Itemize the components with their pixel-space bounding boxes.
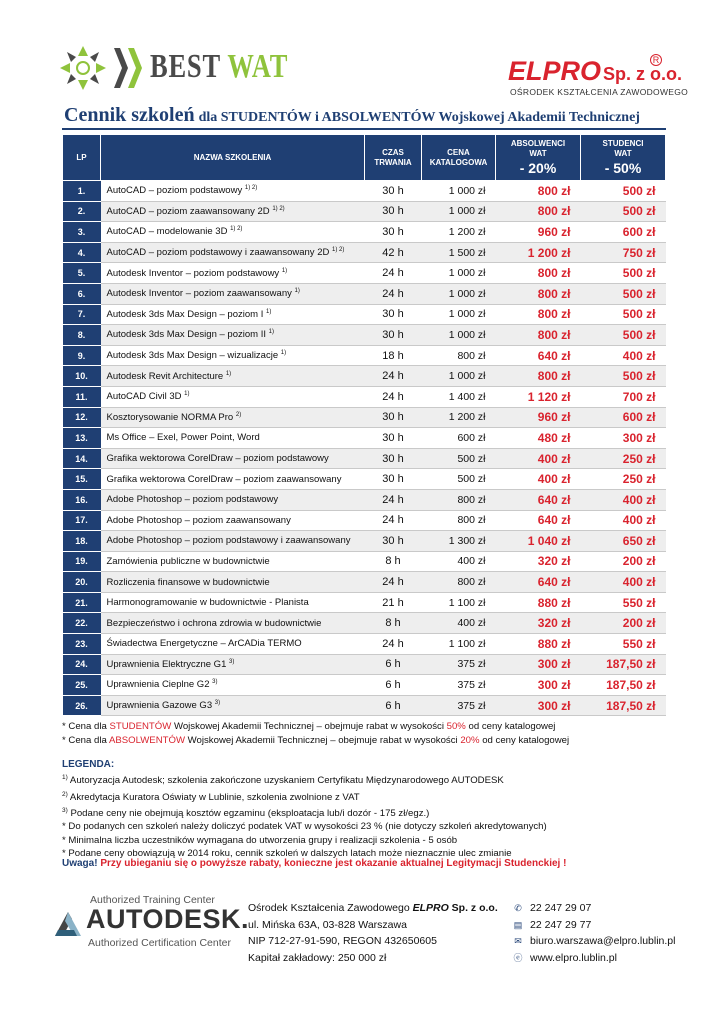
footnote-ref: 3) (212, 679, 218, 686)
row-duration: 30 h (365, 222, 422, 243)
row-catalog-price: 1 000 zł (422, 283, 496, 304)
autodesk-logo (52, 886, 250, 952)
registered-mark: R (650, 54, 662, 66)
row-duration: 30 h (365, 448, 422, 469)
row-lp: 21. (63, 592, 101, 613)
row-catalog-price: 375 zł (422, 675, 496, 696)
row-lp: 9. (63, 345, 101, 366)
row-alumni-price: 640 zł (496, 489, 581, 510)
row-alumni-price: 400 zł (496, 448, 581, 469)
row-alumni-price: 960 zł (496, 222, 581, 243)
legend-item: * Podane ceny obowiązują w 2014 roku, cennik szkoleń w dalszych latach może nieznacznie ulec zmianie (62, 847, 512, 859)
footnote-ref: 1) (184, 391, 190, 398)
row-course-name: AutoCAD – poziom zaawansowany 2D $^{1) 2)}$ (101, 201, 365, 222)
row-lp: 16. (63, 489, 101, 510)
table-row (63, 695, 666, 716)
footnote-ref: 1) 2) (331, 247, 345, 253)
row-catalog-price: 1 000 zł (422, 263, 496, 284)
row-alumni-price: 300 zł (496, 675, 581, 696)
row-duration: 30 h (365, 325, 422, 346)
row-student-price: 550 zł (581, 634, 666, 655)
table-row (63, 448, 666, 469)
row-catalog-price: 400 zł (422, 613, 496, 634)
row-student-price: 250 zł (581, 448, 666, 469)
row-lp: 19. (63, 551, 101, 572)
row-alumni-price: 960 zł (496, 407, 581, 428)
best-wat-emblem-icon (58, 44, 108, 92)
header-lp: LP (63, 135, 101, 181)
table-row (63, 181, 666, 202)
row-student-price: 300 zł (581, 428, 666, 449)
row-alumni-price: 800 zł (496, 263, 581, 284)
table-row (63, 551, 666, 572)
row-alumni-price: 800 zł (496, 366, 581, 387)
row-course-name: Ms Office – Exel, Power Point, Word (101, 428, 365, 449)
row-student-price: 500 zł (581, 181, 666, 202)
best-wat-wordmark: BEST WAT (150, 48, 289, 85)
row-catalog-price: 1 200 zł (422, 407, 496, 428)
legend-item: $^{3)}$ Podane ceny nie obejmują kosztów egzaminu (eksploatacja lub/i dozór - 175 zł/egz.) (62, 806, 430, 820)
row-duration: 18 h (365, 345, 422, 366)
row-alumni-price: 1 040 zł (496, 531, 581, 552)
row-alumni-price: 400 zł (496, 469, 581, 490)
header-name: NAZWA SZKOLENIA (101, 135, 365, 181)
header-alumni: ABSOLWENCI WAT - 20% (496, 135, 581, 181)
row-duration: 24 h (365, 572, 422, 593)
row-duration: 24 h (365, 510, 422, 531)
row-student-price: 400 zł (581, 345, 666, 366)
row-duration: 24 h (365, 283, 422, 304)
row-duration: 30 h (365, 428, 422, 449)
row-course-name: Adobe Photoshop – poziom podstawowy i zaawansowany (101, 531, 365, 552)
website-link[interactable]: www.elpro.lublin.pl (530, 951, 617, 964)
row-student-price: 500 zł (581, 366, 666, 387)
row-course-name: Zamówienia publiczne w budownictwie (101, 551, 365, 572)
row-lp: 24. (63, 654, 101, 675)
row-student-price: 200 zł (581, 613, 666, 634)
row-student-price: 400 zł (581, 489, 666, 510)
footnote-ref: 1) (280, 349, 287, 356)
row-lp: 15. (63, 469, 101, 490)
row-course-name: Grafika wektorowa CorelDraw – poziom zaawansowany (101, 469, 365, 490)
row-lp: 2. (63, 201, 101, 222)
row-duration: 6 h (365, 654, 422, 675)
row-alumni-price: 320 zł (496, 551, 581, 572)
row-course-name: AutoCAD Civil 3D $^{1)}$ (101, 386, 365, 407)
phone-number: 22 247 29 07 (530, 902, 592, 914)
row-catalog-price: 1 000 zł (422, 304, 496, 325)
table-row (63, 283, 666, 304)
autodesk-wordmark: AUTODESK. (86, 904, 250, 934)
table-row (63, 428, 666, 449)
row-catalog-price: 1 000 zł (422, 181, 496, 202)
row-lp: 8. (63, 325, 101, 346)
row-student-price: 187,50 zł (581, 675, 666, 696)
row-student-price: 500 zł (581, 201, 666, 222)
row-lp: 4. (63, 242, 101, 263)
row-student-price: 650 zł (581, 531, 666, 552)
row-catalog-price: 1 300 zł (422, 531, 496, 552)
row-course-name: Adobe Photoshop – poziom zaawansowany (101, 510, 365, 531)
row-course-name: AutoCAD – poziom podstawowy i zaawansowany 2D $^{1) 2)}$ (101, 242, 365, 263)
row-student-price: 550 zł (581, 592, 666, 613)
row-alumni-price: 1 200 zł (496, 242, 581, 263)
table-row (63, 407, 666, 428)
autodesk-acc-label: Authorized Certification Center (88, 937, 231, 949)
row-course-name: Grafika wektorowa CorelDraw – poziom podstawowy (101, 448, 365, 469)
row-alumni-price: 880 zł (496, 592, 581, 613)
row-duration: 6 h (365, 695, 422, 716)
company-address: Ośrodek Kształcenia Zawodowego ELPRO Sp. z o.o. ul. Mińska 63A, 03-828 Warszawa NIP 712-27-91-590, REGON 432650605 Kapitał zakładowy: 250 000 zł (248, 902, 498, 964)
row-catalog-price: 1 100 zł (422, 592, 496, 613)
footnote-ref: 1) (265, 308, 272, 315)
row-catalog-price: 500 zł (422, 448, 496, 469)
row-duration: 8 h (365, 551, 422, 572)
footnote-ref: 1) 2) (244, 185, 258, 192)
row-course-name: Uprawnienia Elektryczne G1 $^{3)}$ (101, 654, 365, 675)
row-catalog-price: 600 zł (422, 428, 496, 449)
footnote-ref: 3) (214, 700, 221, 707)
fax-number: 22 247 29 77 (530, 918, 592, 931)
table-row (63, 325, 666, 346)
legend-item: $^{1)}$ Autoryzacja Autodesk; szkolenia zakończone uzyskaniem Certyfikatu Międzynarodowego AUTODESK (62, 774, 504, 787)
row-lp: 22. (63, 613, 101, 634)
row-catalog-price: 800 zł (422, 345, 496, 366)
row-course-name: Autodesk 3ds Max Design – poziom II $^{1)}$ (101, 325, 365, 346)
row-lp: 11. (63, 386, 101, 407)
email-link[interactable]: biuro.warszawa@elpro.lublin.pl (530, 935, 676, 947)
row-lp: 5. (63, 263, 101, 284)
email-icon: ✉ (514, 936, 522, 946)
autodesk-atc-label: Authorized Training Center (90, 894, 215, 906)
row-lp: 20. (63, 572, 101, 593)
footnote-ref: 1) (281, 267, 288, 274)
row-student-price: 600 zł (581, 222, 666, 243)
row-lp: 7. (63, 304, 101, 325)
title-divider (62, 128, 666, 130)
legend (62, 758, 547, 860)
elpro-wordmark: ELPRO Sp. z o.o. (508, 56, 683, 86)
header-students: STUDENCI WAT - 50% (581, 135, 666, 181)
row-student-price: 500 zł (581, 283, 666, 304)
row-course-name: Autodesk Inventor – poziom podstawowy $^{1)}$ (101, 263, 365, 284)
row-lp: 17. (63, 510, 101, 531)
row-lp: 25. (63, 675, 101, 696)
footnote-ref: 3) (229, 658, 235, 665)
table-row (63, 510, 666, 531)
row-lp: 13. (63, 428, 101, 449)
row-duration: 30 h (365, 407, 422, 428)
row-alumni-price: 800 zł (496, 304, 581, 325)
row-lp: 26. (63, 695, 101, 716)
row-alumni-price: 320 zł (496, 613, 581, 634)
row-duration: 30 h (365, 201, 422, 222)
row-student-price: 250 zł (581, 469, 666, 490)
row-student-price: 600 zł (581, 407, 666, 428)
row-course-name: Rozliczenia finansowe w budownictwie (101, 572, 365, 593)
note-students: * Cena dla STUDENTÓW Wojskowej Akademii Technicznej – obejmuje rabat w wysokości 50% od ceny katalogowej (62, 721, 556, 732)
row-catalog-price: 500 zł (422, 469, 496, 490)
row-lp: 23. (63, 634, 101, 655)
row-lp: 3. (63, 222, 101, 243)
row-duration: 21 h (365, 592, 422, 613)
note-alumni: * Cena dla ABSOLWENTÓW Wojskowej Akademii Technicznej – obejmuje rabat w wysokości 20% od ceny katalogowej (62, 735, 570, 746)
row-course-name: Świadectwa Energetyczne – ArCADia TERMO (101, 634, 365, 655)
table-header-row (63, 135, 666, 181)
row-catalog-price: 375 zł (422, 654, 496, 675)
legend-item: $^{2)}$ Akredytacja Kuratora Oświaty w Lublinie, szkolenia zwolnione z VAT (62, 790, 360, 803)
row-student-price: 500 zł (581, 325, 666, 346)
row-duration: 24 h (365, 366, 422, 387)
legend-title: LEGENDA: (62, 759, 115, 770)
row-alumni-price: 300 zł (496, 695, 581, 716)
row-alumni-price: 800 zł (496, 325, 581, 346)
row-alumni-price: 880 zł (496, 634, 581, 655)
row-duration: 30 h (365, 304, 422, 325)
table-row (63, 201, 666, 222)
row-lp: 10. (63, 366, 101, 387)
row-course-name: AutoCAD – poziom podstawowy $^{1) 2)}$ (101, 181, 365, 202)
row-student-price: 500 zł (581, 263, 666, 284)
row-student-price: 187,50 zł (581, 695, 666, 716)
row-duration: 30 h (365, 181, 422, 202)
row-alumni-price: 640 zł (496, 572, 581, 593)
footnote-ref: 1) (225, 370, 232, 377)
elpro-logo (502, 55, 689, 101)
row-catalog-price: 1 200 zł (422, 222, 496, 243)
table-row (63, 263, 666, 284)
row-catalog-price: 375 zł (422, 695, 496, 716)
row-alumni-price: 640 zł (496, 345, 581, 366)
row-student-price: 750 zł (581, 242, 666, 263)
header-price: CENA KATALOGOWA (422, 135, 496, 181)
table-row (63, 489, 666, 510)
row-lp: 1. (63, 181, 101, 202)
price-table (62, 134, 666, 716)
chevron-right-icon (128, 48, 142, 88)
table-row (63, 654, 666, 675)
discount-notes (62, 720, 569, 748)
table-row (63, 242, 666, 263)
table-row (63, 345, 666, 366)
student-id-warning: Uwaga! Przy ubieganiu się o powyższe rabaty, konieczne jest okazanie aktualnej Legitymacji Studenckiej ! (62, 858, 567, 869)
table-row (63, 469, 666, 490)
row-course-name: Adobe Photoshop – poziom podstawowy (101, 489, 365, 510)
row-course-name: Bezpieczeństwo i ochrona zdrowia w budownictwie (101, 613, 365, 634)
row-student-price: 500 zł (581, 304, 666, 325)
table-row (63, 634, 666, 655)
footnote-ref: 1) (294, 288, 300, 295)
table-row (63, 572, 666, 593)
row-course-name: Harmonogramowanie w budownictwie - Planista (101, 592, 365, 613)
row-course-name: Uprawnienia Gazowe G3 $^{3)}$ (101, 695, 365, 716)
row-duration: 24 h (365, 386, 422, 407)
company-contact (512, 900, 675, 966)
row-catalog-price: 400 zł (422, 551, 496, 572)
row-alumni-price: 800 zł (496, 201, 581, 222)
row-lp: 6. (63, 283, 101, 304)
row-catalog-price: 1 000 zł (422, 366, 496, 387)
row-alumni-price: 800 zł (496, 181, 581, 202)
row-alumni-price: 480 zł (496, 428, 581, 449)
row-course-name: Autodesk 3ds Max Design – wizualizacje $^{1)}$ (101, 345, 365, 366)
row-duration: 8 h (365, 613, 422, 634)
row-catalog-price: 1 400 zł (422, 386, 496, 407)
row-lp: 12. (63, 407, 101, 428)
web-icon: ⓔ (513, 952, 523, 963)
autodesk-triangle-icon (52, 908, 84, 938)
row-student-price: 400 zł (581, 572, 666, 593)
legend-item: * Minimalna liczba uczestników wymagana do utworzenia grupy i realizacji szkolenia - 5 osób (62, 834, 458, 846)
elpro-subtitle: OŚRODEK KSZTAŁCENIA ZAWODOWEGO (510, 87, 689, 97)
row-alumni-price: 1 120 zł (496, 386, 581, 407)
row-catalog-price: 1 000 zł (422, 325, 496, 346)
row-duration: 30 h (365, 469, 422, 490)
row-alumni-price: 300 zł (496, 654, 581, 675)
row-course-name: Autodesk Revit Architecture $^{1)}$ (101, 366, 365, 387)
row-duration: 30 h (365, 531, 422, 552)
row-student-price: 400 zł (581, 510, 666, 531)
row-duration: 24 h (365, 489, 422, 510)
table-row (63, 366, 666, 387)
row-student-price: 700 zł (581, 386, 666, 407)
chevron-right-icon (114, 48, 128, 88)
header-time: CZAS TRWANIA (365, 135, 422, 181)
row-lp: 14. (63, 448, 101, 469)
table-row (63, 613, 666, 634)
row-duration: 24 h (365, 634, 422, 655)
row-course-name: Autodesk Inventor – poziom zaawansowany $^{1)}$ (101, 283, 365, 304)
row-student-price: 200 zł (581, 551, 666, 572)
page-title: Cennik szkoleń dla STUDENTÓW i ABSOLWENTÓW Wojskowej Akademii Technicznej (64, 104, 640, 126)
row-lp: 18. (63, 531, 101, 552)
table-row (63, 222, 666, 243)
row-catalog-price: 800 zł (422, 572, 496, 593)
row-student-price: 187,50 zł (581, 654, 666, 675)
table-row (63, 304, 666, 325)
table-row (63, 675, 666, 696)
table-row (63, 531, 666, 552)
row-alumni-price: 640 zł (496, 510, 581, 531)
row-course-name: Uprawnienia Cieplne G2 $^{3)}$ (101, 675, 365, 696)
row-course-name: Kosztorysowanie NORMA Pro $^{2)}$ (101, 407, 365, 428)
best-wat-logo (58, 44, 289, 92)
footnote-ref: 1) 2) (230, 226, 243, 233)
footnote-ref: 1) (268, 329, 274, 336)
footnote-ref: 2) (235, 411, 242, 418)
row-course-name: AutoCAD – modelowanie 3D $^{1) 2)}$ (101, 222, 365, 243)
fax-icon: ▤ (513, 919, 523, 930)
row-alumni-price: 800 zł (496, 283, 581, 304)
row-duration: 6 h (365, 675, 422, 696)
table-row (63, 592, 666, 613)
table-row (63, 386, 666, 407)
row-duration: 42 h (365, 242, 422, 263)
legend-item: * Do podanych cen szkoleń należy doliczyć podatek VAT w wysokości 23 % (nie dotyczy szkoleń akredytowanych) (62, 821, 547, 833)
row-duration: 24 h (365, 263, 422, 284)
row-catalog-price: 1 100 zł (422, 634, 496, 655)
row-catalog-price: 1 000 zł (422, 201, 496, 222)
footer (0, 886, 724, 964)
phone-icon: ✆ (514, 903, 522, 913)
row-course-name: Autodesk 3ds Max Design – poziom I $^{1)}$ (101, 304, 365, 325)
row-catalog-price: 1 500 zł (422, 242, 496, 263)
row-catalog-price: 800 zł (422, 510, 496, 531)
row-catalog-price: 800 zł (422, 489, 496, 510)
footnote-ref: 1) 2) (272, 205, 285, 212)
